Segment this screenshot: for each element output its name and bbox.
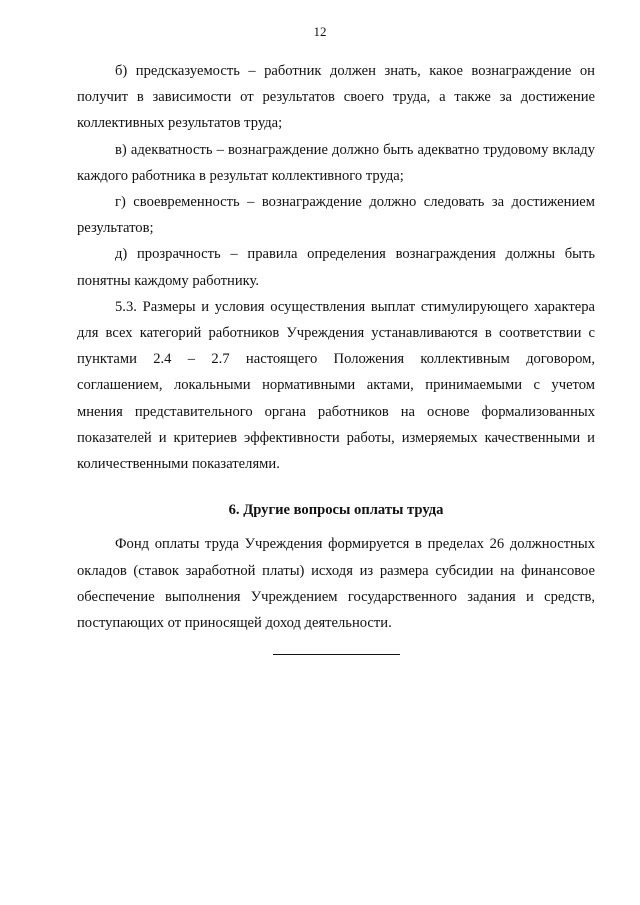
closing-rule — [273, 654, 400, 655]
paragraph-transparency: д) прозрачность – правила определения вознаграждения должны быть понятны каждому работнику. — [77, 246, 595, 289]
section-heading: 6. Другие вопросы оплаты труда — [228, 502, 444, 519]
page-number: 12 — [313, 24, 327, 39]
document-body — [77, 58, 595, 655]
paragraph-clause-5-3: 5.3. Размеры и условия осуществления выплат стимулирующего характера для всех категорий работников Учреждения устанавливаются в соответствии с пунктами 2.4 – 2.7 настоящего Положения коллективным договором, соглашением, локальными нормативными актами, принимаемыми с учетом мнения представительного органа работников на основе формализованных показателей и критериев эффективности работы, измеряемых качественными и количественными показателями. — [77, 298, 595, 473]
paragraph-timeliness: г) своевременность – вознаграждение должно следовать за достижением результатов; — [77, 194, 595, 237]
paragraph-adequacy: в) адекватность – вознаграждение должно быть адекватно трудовому вкладу каждого работника в результат коллективного труда; — [77, 141, 595, 184]
paragraph-wage-fund: Фонд оплаты труда Учреждения формируется в пределах 26 должностных окладов (ставок заработной платы) исходя из размера субсидии на финансовое обеспечение выполнения Учреждением государственного задания и средств, поступающих от приносящей доход деятельности. — [77, 536, 595, 632]
paragraph-predictability: б) предсказуемость – работник должен знать, какое вознаграждение он получит в зависимости от результатов своего труда, а также за достижение коллективных результатов труда; — [77, 63, 595, 132]
